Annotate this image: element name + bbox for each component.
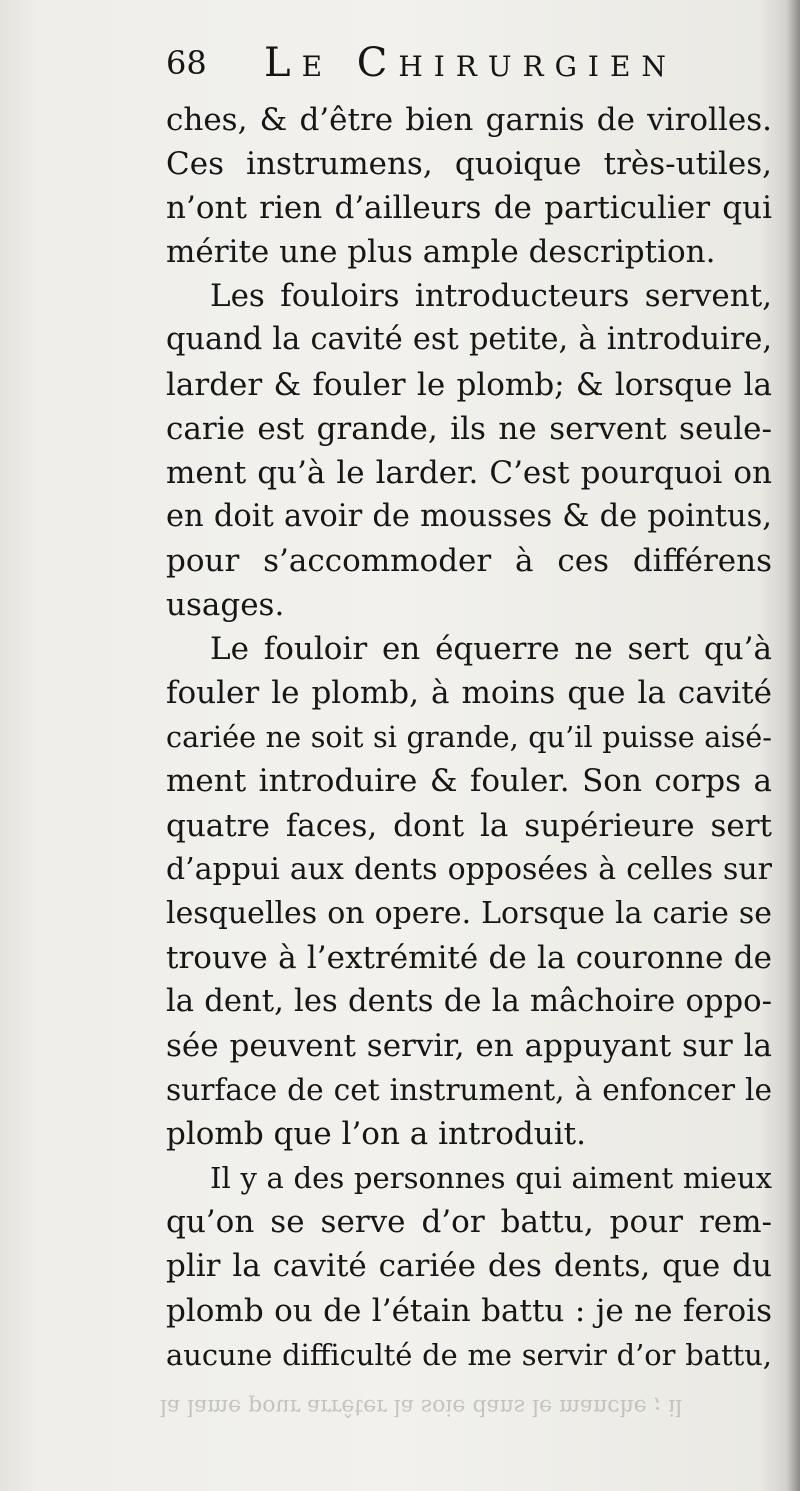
- text-line: d’appui aux dents opposées à celles sur: [166, 851, 772, 887]
- text-line: plir la cavité cariée des dents, que du: [166, 1248, 772, 1285]
- body-text: [166, 98, 772, 1377]
- text-line: qu’on se serve d’or battu, pour rem-: [166, 1204, 772, 1241]
- text-line: Les fouloirs introducteurs servent,: [210, 278, 772, 315]
- text-line: surface de cet instrument, à enfoncer le: [166, 1072, 772, 1108]
- text-line: quatre faces, dont la supérieure sert: [166, 807, 772, 844]
- text-line: Ces instrumens, quoique très-utiles,: [166, 146, 772, 183]
- running-head: Le Chirurgien: [264, 40, 677, 86]
- text-line: mérite une plus ample description.: [166, 234, 716, 271]
- text-line: ment qu’à le larder. C’est pourquoi on: [166, 454, 772, 491]
- text-line: quand la cavité est petite, à introduire,: [166, 322, 772, 358]
- text-line: en doit avoir de mousses & de pointus,: [166, 498, 772, 534]
- spine-shadow: [786, 0, 800, 1491]
- text-line: usages.: [166, 587, 285, 624]
- text-line: fouler le plomb, à moins que la cavité: [166, 675, 772, 712]
- text-line: Le fouloir en équerre ne sert qu’à: [210, 631, 772, 668]
- text-line: sée peuvent servir, en appuyant sur la: [166, 1027, 772, 1064]
- text-line: larder & fouler le plomb; & lorsque la: [166, 366, 772, 403]
- text-line: la dent, les dents de la mâchoire oppo-: [166, 983, 772, 1019]
- text-line: aucune difficulté de me servir d’or battu,: [166, 1337, 772, 1372]
- page-number: 68: [166, 44, 207, 82]
- page-header: [166, 40, 766, 90]
- text-line: Il y a des personnes qui aiment mieux: [210, 1161, 772, 1196]
- text-line: lesquelles on opere. Lorsque la carie se: [166, 895, 772, 931]
- text-line: ment introduire & fouler. Son corps a: [166, 763, 772, 800]
- text-line: ches, & d’être bien garnis de virolles.: [166, 102, 772, 138]
- text-line: plomb que l’on a introduit.: [166, 1116, 586, 1153]
- text-line: trouve à l’extrémité de la couronne de: [166, 939, 772, 976]
- text-line: pour s’accommoder à ces différens: [166, 542, 772, 579]
- text-line: plomb ou de l’étain battu : je ne ferois: [166, 1292, 772, 1329]
- text-line: n’ont rien d’ailleurs de particulier qui: [166, 190, 772, 227]
- text-line: cariée ne soit si grande, qu’il puisse aisé-: [166, 720, 772, 755]
- text-line: carie est grande, ils ne servent seule-: [166, 410, 772, 447]
- show-through-text: la lame pour arrêter la soie dans le manche ; il: [160, 1394, 683, 1419]
